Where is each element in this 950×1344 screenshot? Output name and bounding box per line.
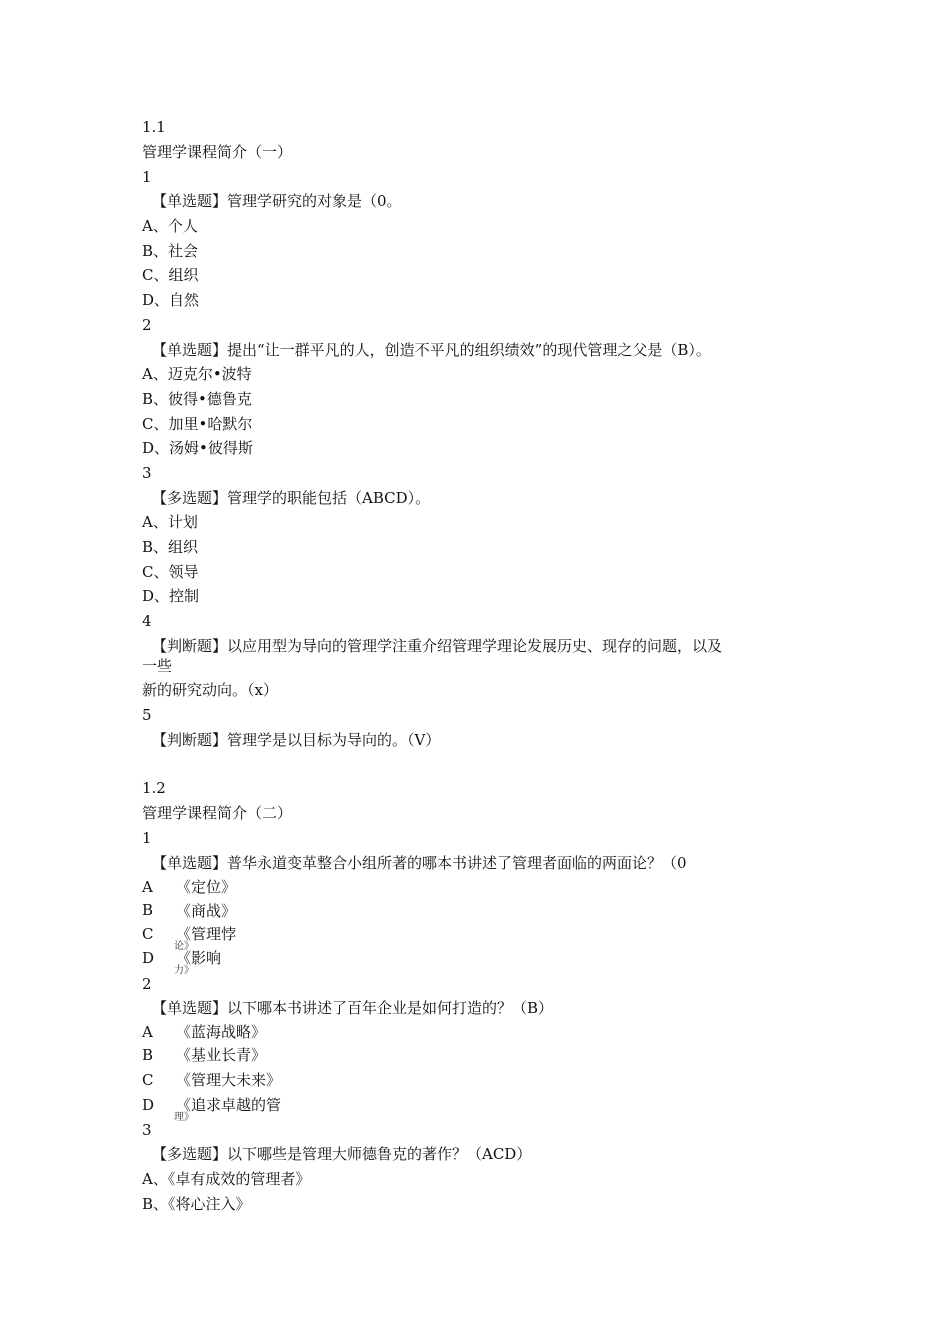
option: D、自然 bbox=[142, 291, 200, 309]
option-text-fragment: 理》 bbox=[174, 1112, 194, 1123]
option-letter: D bbox=[142, 949, 155, 967]
question-number: 1 bbox=[142, 829, 152, 847]
question-number: 5 bbox=[142, 706, 152, 724]
option: C、组织 bbox=[142, 266, 199, 284]
option-letter: C bbox=[142, 1071, 154, 1089]
option: B、《将心注入》 bbox=[142, 1195, 251, 1213]
option-letter: B bbox=[142, 901, 154, 919]
question-number: 2 bbox=[142, 316, 152, 334]
question-stem: 【单选题】提出“让一群平凡的人，创造不平凡的组织绩效”的现代管理之父是（B）。 bbox=[152, 341, 711, 359]
question-stem: 【多选题】管理学的职能包括（ABCD）。 bbox=[152, 489, 431, 507]
option-letter: A bbox=[142, 1023, 153, 1041]
option: B、组织 bbox=[142, 538, 199, 556]
option-letter: C bbox=[142, 925, 154, 943]
option-text: 《追求卓越的管 bbox=[176, 1096, 282, 1114]
option-text: 《蓝海战略》 bbox=[176, 1023, 267, 1041]
question-stem: 【单选题】普华永道变革整合小组所著的哪本书讲述了管理者面临的两面论？（0 bbox=[152, 854, 687, 872]
option: A、计划 bbox=[142, 513, 198, 531]
option-text: 《管理悖 bbox=[176, 925, 237, 943]
question-number: 4 bbox=[142, 612, 152, 630]
option-text: 《定位》 bbox=[176, 878, 237, 896]
option: C、领导 bbox=[142, 563, 199, 581]
question-stem: 【多选题】以下哪些是管理大师德鲁克的著作？（ACD） bbox=[152, 1145, 532, 1163]
option-text: 《管理大未来》 bbox=[176, 1071, 282, 1089]
question-stem: 【判断题】管理学是以目标为导向的。（V） bbox=[152, 731, 441, 749]
question-stem: 【单选题】管理学研究的对象是（0。 bbox=[152, 192, 402, 210]
section-title: 管理学课程简介（一） bbox=[142, 143, 293, 161]
question-number: 1 bbox=[142, 168, 152, 186]
option-text-fragment: 论》 bbox=[174, 941, 194, 952]
option: D、控制 bbox=[142, 587, 200, 605]
question-number: 3 bbox=[142, 464, 152, 482]
option: D、汤姆•彼得斯 bbox=[142, 439, 253, 457]
section-number: 1.1 bbox=[142, 118, 166, 136]
option: A、迈克尔•波特 bbox=[142, 365, 252, 383]
question-stem-continued: 一些 bbox=[142, 657, 173, 675]
question-number: 2 bbox=[142, 975, 152, 993]
question-stem: 【判断题】以应用型为导向的管理学注重介绍管理学理论发展历史、现存的问题，以及 bbox=[152, 637, 723, 655]
question-stem-continued: 新的研究动向。（x） bbox=[142, 681, 278, 699]
option-letter: D bbox=[142, 1096, 155, 1114]
section-title: 管理学课程简介（二） bbox=[142, 804, 293, 822]
option-letter: A bbox=[142, 878, 153, 896]
option-text: 《商战》 bbox=[176, 902, 237, 920]
option-letter: B bbox=[142, 1046, 154, 1064]
section-number: 1.2 bbox=[142, 779, 166, 797]
option-text: 《影响 bbox=[176, 949, 222, 967]
option: B、彼得•德鲁克 bbox=[142, 390, 252, 408]
question-stem: 【单选题】以下哪本书讲述了百年企业是如何打造的？（B） bbox=[152, 999, 554, 1017]
option-text: 《基业长青》 bbox=[176, 1046, 267, 1064]
option-text-fragment: 力》 bbox=[174, 965, 194, 976]
option: A、个人 bbox=[142, 217, 198, 235]
option: B、社会 bbox=[142, 242, 199, 260]
option: C、加里•哈默尔 bbox=[142, 415, 253, 433]
option: A、《卓有成效的管理者》 bbox=[142, 1170, 311, 1188]
question-number: 3 bbox=[142, 1121, 152, 1139]
